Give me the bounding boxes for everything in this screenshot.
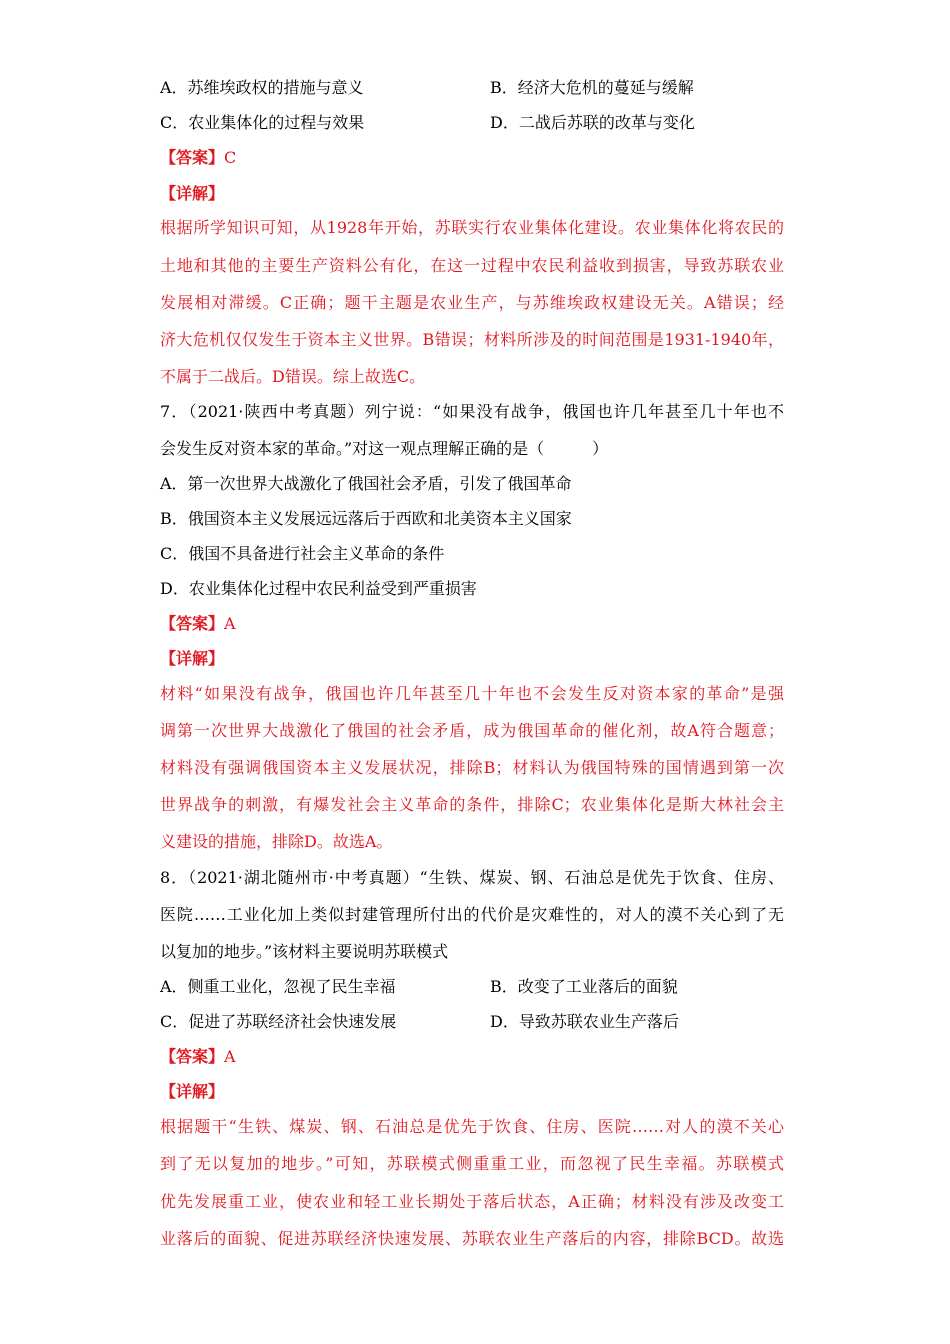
q7-detail-line: 材料没有强调俄国资本主义发展状况，排除B；材料认为俄国特殊的国情遇到第一次 — [160, 758, 784, 777]
q8-stem-line: 以复加的地步。”该材料主要说明苏联模式 — [160, 942, 449, 961]
q7-stem-line: 7．（2021·陕西中考真题）列宁说：“如果没有战争，俄国也许几年甚至几十年也不 — [160, 402, 784, 421]
q6-detail-label: 【详解】 — [160, 184, 225, 203]
q6-detail-line: 发展相对滞缓。C正确；题干主题是农业生产，与苏维埃政权建设无关。A错误；经 — [160, 293, 784, 312]
q6-option-b: B．经济大危机的蔓延与缓解 — [490, 78, 694, 97]
answer-label: 【答案】 — [160, 1047, 225, 1066]
q6-option-a: A．苏维埃政权的措施与意义 — [160, 78, 364, 97]
q8-detail-line: 业落后的面貌、促进苏联经济快速发展、苏联农业生产落后的内容，排除BCD。故选 — [160, 1229, 784, 1248]
q8-option-a: A．侧重工业化，忽视了民生幸福 — [160, 977, 396, 996]
answer-value: C — [224, 148, 237, 167]
q6-detail-line: 根据所学知识可知，从1928年开始，苏联实行农业集体化建设。农业集体化将农民的 — [160, 218, 784, 237]
q7-answer — [160, 614, 236, 636]
q8-option-b: B．改变了工业落后的面貌 — [490, 977, 678, 996]
q6-detail-line: 土地和其他的主要生产资料公有化，在这一过程中农民利益收到损害，导致苏联农业 — [160, 256, 784, 275]
q8-detail-line: 优先发展重工业，使农业和轻工业长期处于落后状态，A正确；材料没有涉及改变工 — [160, 1192, 784, 1211]
q7-detail-line: 世界战争的刺激，有爆发社会主义革命的条件，排除C；农业集体化是斯大林社会主 — [160, 795, 784, 814]
q8-stem-line: 8．（2021·湖北随州市·中考真题）“生铁、煤炭、钢、石油总是优先于饮食、住房、 — [160, 868, 784, 887]
q8-stem-line: 医院……工业化加上类似封建管理所付出的代价是灾难性的，对人的漠不关心到了无 — [160, 905, 784, 924]
q8-answer — [160, 1047, 236, 1069]
q7-option-d: D．农业集体化过程中农民利益受到严重损害 — [160, 579, 477, 598]
q8-detail-line: 根据题干“生铁、煤炭、钢、石油总是优先于饮食、住房、医院……对人的漠不关心 — [160, 1117, 784, 1136]
q6-answer — [160, 148, 236, 170]
q6-option-c: C．农业集体化的过程与效果 — [160, 113, 365, 132]
q7-option-b: B．俄国资本主义发展远远落后于西欧和北美资本主义国家 — [160, 509, 572, 528]
q7-detail-label: 【详解】 — [160, 649, 225, 668]
answer-label: 【答案】 — [160, 148, 225, 167]
q8-option-d: D．导致苏联农业生产落后 — [490, 1012, 679, 1031]
q7-detail-line: 义建设的措施，排除D。故选A。 — [160, 832, 393, 851]
q6-detail-line: 不属于二战后。D错误。综上故选C。 — [160, 367, 426, 386]
q8-detail-label: 【详解】 — [160, 1082, 225, 1101]
answer-value: A — [224, 1047, 236, 1066]
q8-detail-line: 到了无以复加的地步。”可知，苏联模式侧重重工业，而忽视了民生幸福。苏联模式 — [160, 1154, 784, 1173]
q6-detail-line: 济大危机仅仅发生于资本主义世界。B错误；材料所涉及的时间范围是1931-1940年， — [160, 330, 784, 349]
q6-option-d: D．二战后苏联的改革与变化 — [490, 113, 695, 132]
answer-value: A — [224, 614, 236, 633]
q7-detail-line: 调第一次世界大战激化了俄国的社会矛盾，成为俄国革命的催化剂，故A符合题意； — [160, 721, 784, 740]
answer-label: 【答案】 — [160, 614, 225, 633]
q7-stem-line: 会发生反对资本家的革命。”对这一观点理解正确的是（ ） — [160, 439, 609, 458]
q8-option-c: C．促进了苏联经济社会快速发展 — [160, 1012, 397, 1031]
q7-option-c: C．俄国不具备进行社会主义革命的条件 — [160, 544, 445, 563]
q7-detail-line: 材料“如果没有战争，俄国也许几年甚至几十年也不会发生反对资本家的革命”是强 — [160, 684, 784, 703]
q7-option-a: A．第一次世界大战激化了俄国社会矛盾，引发了俄国革命 — [160, 474, 572, 493]
